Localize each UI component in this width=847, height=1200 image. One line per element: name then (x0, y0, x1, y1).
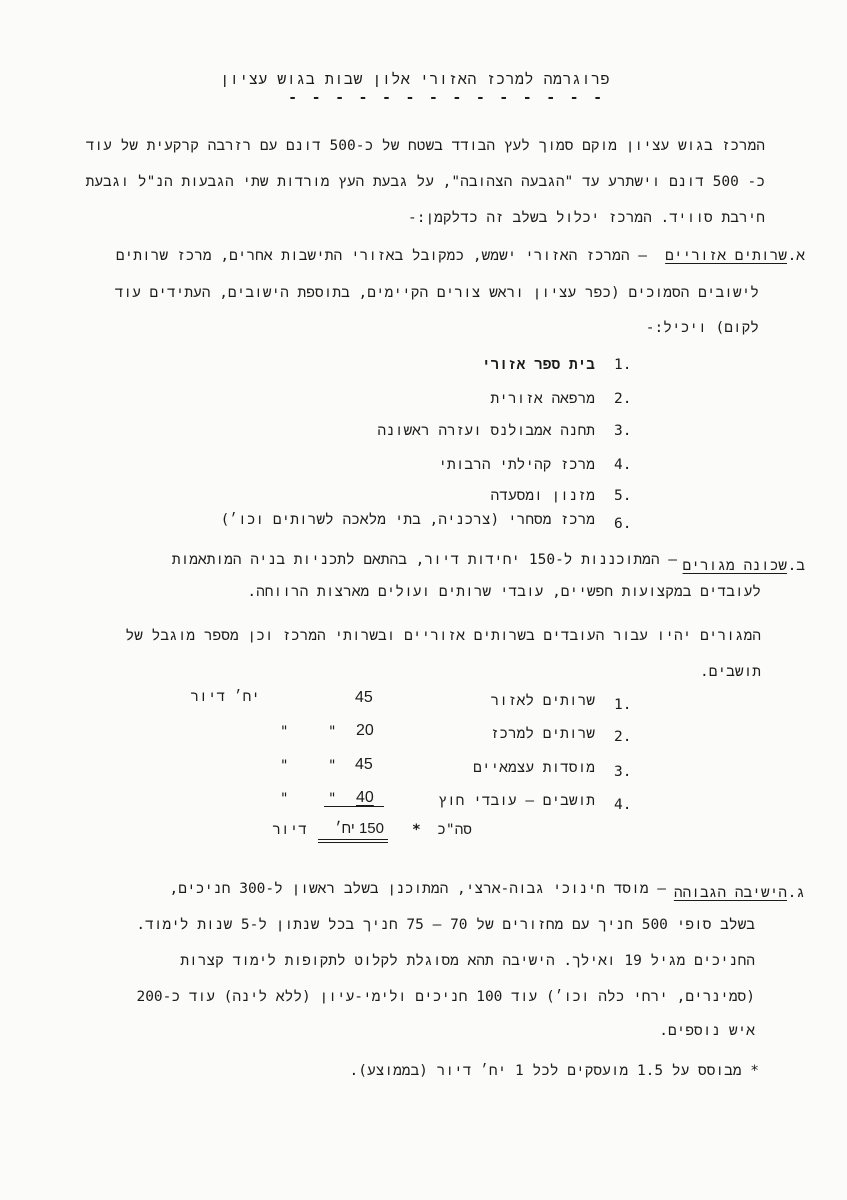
total-unit: דיור (272, 822, 307, 838)
service-item-number: 1. (614, 357, 632, 373)
service-item-number: 2. (614, 391, 632, 407)
housing-row-label: תושבים – עובדי חוץ (438, 793, 595, 809)
section-c-marker: ג. (787, 885, 805, 901)
housing-row-value: 45 (355, 689, 373, 706)
section-b-para-line-2: תושבים. (700, 664, 761, 680)
housing-row-number: 1. (614, 697, 632, 713)
service-item: מרפאה אזורית (490, 391, 595, 407)
title-underline: - - - - - - - - - - - - - - (288, 90, 605, 106)
housing-row-number: 2. (614, 729, 632, 745)
ditto-mark: " (280, 791, 289, 807)
total-footnote-star: * (412, 822, 421, 838)
service-item-number: 3. (614, 423, 632, 439)
housing-row-label: מוסדות עצמאיים (473, 760, 595, 776)
housing-row-label: שרותים לאזור (490, 693, 595, 709)
document-title: פרוגרמה למרכז האזורי אלון שבות בגוש עציון (220, 70, 610, 88)
section-a-marker: א. (787, 248, 805, 264)
service-item: מרכז מסחרי (צרכניה, בתי מלאכה לשרותים וכו׳) (220, 512, 595, 528)
section-c-heading: הישיבה הגבוהה (673, 885, 787, 901)
ditto-mark: " (328, 724, 337, 740)
section-c-line-4: (סמינרים, ירחי כלה וכו׳) עוד 100 חניכים ולימי-עיון (ללא לינה) עוד כ-200 (136, 989, 755, 1005)
housing-row-number: 3. (614, 764, 632, 780)
service-item-number: 6. (614, 516, 632, 532)
housing-row-value: 40 (356, 789, 374, 806)
section-a-heading: שרותים אזוריים (665, 248, 787, 264)
section-b-para-line-1: המגורים יהיו עבור העובדים בשרותים אזוריים ובשרותי המרכז וכן מספר מוגבל של (125, 628, 761, 644)
housing-row-value: 45 (355, 756, 373, 773)
service-item-number: 4. (614, 457, 632, 473)
service-item: תחנה אמבולנס ועזרה ראשונה (377, 423, 595, 439)
section-c-line-3: החניכים מגיל 19 ואילך. הישיבה תהא מסוגלת לקלוט לתקופות לימוד קצרות (180, 953, 755, 969)
housing-row-number: 4. (614, 797, 632, 813)
section-b-line-1: – המתוכננות ל-150 יחידות דיור, בהתאם לתכניות בניה המותאמות (171, 552, 677, 568)
service-item: מזנון ומסעדה (490, 488, 595, 504)
section-c-line-5: איש נוספים. (659, 1023, 755, 1039)
section-c-line-1: – מוסד חינוכי גבוה-ארצי, המתוכנן בשלב ראשון ל-300 חניכים, (169, 881, 666, 897)
sum-rule (324, 806, 384, 807)
ditto-mark: " (280, 758, 289, 774)
intro-line-1: המרכז בגוש עציון מוקם סמוך לעץ הבודד בשטח של כ-500 דונם עם רזרבה קרקעית של עוד (85, 138, 765, 154)
section-c-line-2: בשלב סופי 500 חניך עם מחזורים של 70 – 75 חניך בכל שנתון ל-5 שנות לימוד. (136, 917, 755, 933)
total-value: 150 יח׳ (335, 820, 384, 837)
ditto-mark: " (280, 724, 289, 740)
housing-row-label: שרותים למרכז (490, 726, 595, 742)
footnote: * מבוסס על 1.5 מועסקים לכל 1 יח׳ דיור (בממוצע). (349, 1063, 759, 1079)
total-underline (318, 839, 388, 840)
section-b-line-2: לעובדים במקצועות חפשיים, עובדי שרותים ועולים מארצות הרווחה. (247, 584, 761, 600)
total-double-underline (318, 842, 388, 843)
total-label: סה"כ (437, 822, 472, 838)
section-a-line-1: – המרכז האזורי ישמש, כמקובל באזורי התישבות אחרים, מרכז שרותים (115, 248, 647, 264)
service-item: מרכז קהילתי הרבותי (438, 457, 595, 473)
service-item-number: 5. (614, 488, 632, 504)
housing-row-value: 20 (356, 722, 374, 739)
section-a-line-3: לקום) ויכיל:- (645, 320, 759, 336)
ditto-mark: " (328, 791, 337, 807)
section-a-line-2: לישובים הסמוכים (כפר עציון וראש צורים הקיימים, בתוספת הישובים, העתידים עוד (114, 285, 759, 301)
section-b-marker: ב. (787, 558, 805, 574)
intro-line-3: חירבת סוויד. המרכז יכלול בשלב זה כדלקמן:- (407, 210, 765, 226)
section-b-heading: שכונה מגורים (682, 558, 787, 574)
service-item: בית ספר אזורי (481, 357, 595, 373)
intro-line-2: כ- 500 דונם וישתרע עד "הגבעה הצהובה", על גבעת העץ מורדות שתי הגבעות הנ"ל וגבעת (85, 174, 765, 190)
housing-row-unit: יח׳ דיור (190, 689, 260, 705)
ditto-mark: " (328, 758, 337, 774)
